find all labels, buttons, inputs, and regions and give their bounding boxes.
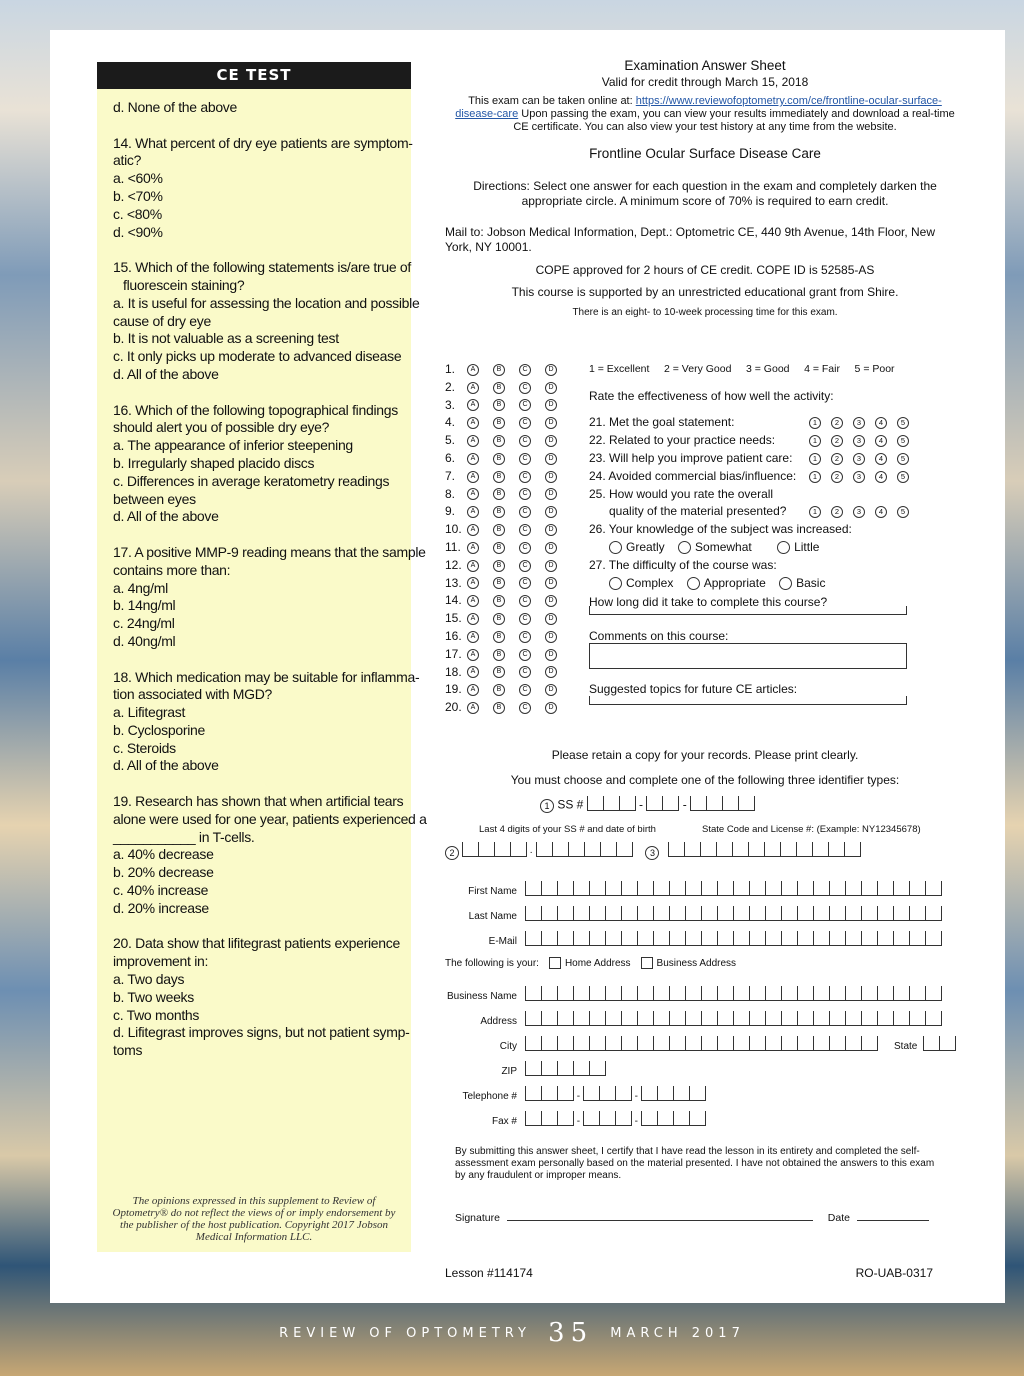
answer-bubble[interactable]: A: [467, 702, 479, 714]
rating-bubble[interactable]: 5: [897, 471, 909, 483]
rating-bubble[interactable]: 1: [809, 506, 821, 518]
id1-marker: 1: [540, 799, 554, 813]
answer-bubble[interactable]: C: [519, 364, 531, 376]
business-address-checkbox[interactable]: [641, 957, 653, 969]
last-name-field[interactable]: [525, 906, 942, 927]
eval-q26: 26. Your knowledge of the subject was increased:: [589, 522, 852, 536]
answer-row: 10. A B C D: [445, 520, 571, 538]
email-row: E-Mail: [445, 931, 942, 952]
question-line: between eyes: [113, 490, 196, 507]
answer-bubble[interactable]: D: [545, 560, 557, 572]
identifier-note: You must choose and complete one of the following three identifier types:: [510, 773, 900, 787]
answer-bubble[interactable]: C: [519, 631, 531, 643]
answer-bubble[interactable]: D: [545, 649, 557, 661]
question-line: d. All of the above: [113, 365, 219, 382]
answer-bubble[interactable]: C: [519, 613, 531, 625]
ss-last4[interactable]: [462, 842, 527, 863]
answer-bubble[interactable]: C: [519, 417, 531, 429]
grant-info: This course is supported by an unrestricted educational grant from Shire.: [511, 285, 899, 299]
radio-greatly[interactable]: [609, 541, 622, 554]
eval-q25a: 25. How would you rate the overall: [589, 487, 774, 501]
question-line: c. 40% increase: [113, 882, 209, 899]
question-line: d. None of the above: [113, 99, 237, 115]
disclaimer: The opinions expressed in this supplement to Review of Optometry® do not reflect the views of or imply endorsement by the publisher of the host publication. Copyright 2017 Jobson Medical Information LLC.: [112, 1195, 396, 1243]
page-footer: [0, 1318, 1024, 1348]
question-stem: 16. Which of the following topographical findings: [113, 401, 398, 418]
answer-bubble[interactable]: D: [545, 684, 557, 696]
question-line: b. Irregularly shaped placido discs: [113, 454, 315, 471]
ss-part1[interactable]: [587, 796, 636, 815]
footer-date: MARCH 2017: [610, 1326, 745, 1341]
radio-somewhat[interactable]: [678, 541, 691, 554]
fax-row: Fax # - -: [445, 1111, 706, 1132]
question-line: b. It is not valuable as a screening test: [113, 330, 339, 347]
question-stem: 14. What percent of dry eye patients are symptom-: [113, 134, 413, 151]
question-line: b. 20% decrease: [113, 864, 214, 881]
address-field[interactable]: [525, 1011, 942, 1032]
retain-note: Please retain a copy for your records. Please print clearly.: [551, 748, 859, 762]
rating-bubble[interactable]: 1: [809, 471, 821, 483]
question-line: d. All of the above: [113, 508, 219, 525]
eval-q24: 24. Avoided commercial bias/influence: 1 2 3 4 5: [589, 467, 909, 485]
question-line: alone were used for one year, patients experienced a: [113, 810, 427, 827]
answer-bubble[interactable]: D: [545, 453, 557, 465]
answer-bubble[interactable]: C: [519, 560, 531, 572]
question-line: a. It is useful for assessing the location and possible: [113, 294, 420, 311]
rating-bubble[interactable]: 4: [875, 417, 887, 429]
rating-bubble[interactable]: 2: [831, 417, 843, 429]
id2-row: 2 · 3: [445, 842, 861, 863]
answer-bubble[interactable]: B: [493, 542, 505, 554]
answer-row: 18. A B C D: [445, 663, 571, 681]
eval-q21: 21. Met the goal statement: 1 2 3 4 5: [589, 413, 909, 431]
answer-row: 19. A B C D: [445, 680, 571, 698]
answer-bubble[interactable]: A: [467, 382, 479, 394]
ss-row: 1 SS # - -: [540, 796, 755, 815]
telephone-area[interactable]: [525, 1086, 574, 1107]
rating-bubble[interactable]: 2: [831, 506, 843, 518]
answer-row: 1. A B C D: [445, 360, 571, 378]
directions: Directions: Select one answer for each question in the exam and completely darken the appropriate circle. A minimum score of 70% is required to earn credit.: [473, 179, 937, 208]
answer-bubble[interactable]: C: [519, 382, 531, 394]
answer-bubble[interactable]: B: [493, 453, 505, 465]
answer-row: 6. A B C D: [445, 449, 571, 467]
question-line: a. <60%: [113, 170, 163, 187]
valid-through: Valid for credit through March 15, 2018: [601, 75, 809, 89]
radio-basic[interactable]: [779, 577, 792, 590]
answer-row: 12. A B C D: [445, 556, 571, 574]
answer-bubble[interactable]: B: [493, 666, 505, 678]
question-line: a. Lifitegrast: [113, 704, 186, 721]
answer-bubble[interactable]: B: [493, 613, 505, 625]
question-line: c. Steroids: [113, 739, 176, 756]
answer-bubble[interactable]: A: [467, 453, 479, 465]
answer-row: 20. A B C D: [445, 698, 571, 716]
rating-bubble[interactable]: 4: [875, 471, 887, 483]
rating-bubble[interactable]: 4: [875, 506, 887, 518]
answer-bubble[interactable]: B: [493, 631, 505, 643]
rating-bubble[interactable]: 1: [809, 417, 821, 429]
ce-test-panel: [97, 62, 427, 1252]
answer-bubble[interactable]: B: [493, 488, 505, 500]
question-line: b. Two weeks: [113, 988, 194, 1005]
form-code: RO-UAB-0317: [855, 1266, 933, 1280]
answer-bubble[interactable]: B: [493, 417, 505, 429]
answer-bubble[interactable]: C: [519, 595, 531, 607]
sheet-title: Examination Answer Sheet: [624, 58, 786, 73]
answer-bubble[interactable]: B: [493, 382, 505, 394]
footer-publication: REVIEW OF OPTOMETRY: [279, 1326, 531, 1341]
answer-bubble[interactable]: C: [519, 435, 531, 447]
answer-bubble[interactable]: A: [467, 649, 479, 661]
email-field[interactable]: [525, 931, 942, 952]
question-list: [97, 89, 427, 1060]
question-line: d. 20% increase: [113, 899, 209, 916]
answer-row: 7. A B C D: [445, 467, 571, 485]
question-line: improvement in:: [113, 953, 209, 970]
rating-bubble[interactable]: 2: [831, 435, 843, 447]
answer-bubble[interactable]: A: [467, 417, 479, 429]
answer-bubble[interactable]: A: [467, 488, 479, 500]
answer-row: 14. A B C D: [445, 591, 571, 609]
page: [50, 30, 1005, 1303]
certification: By submitting this answer sheet, I certify that I have read the lesson in its entirety and completed the self-assessment exam personally based on the material presented. I have not obtained the answers to this exam by any fraudulent or improper means.: [455, 1146, 935, 1181]
answer-bubble[interactable]: A: [467, 524, 479, 536]
fax-line[interactable]: [641, 1111, 706, 1132]
answer-bubble[interactable]: B: [493, 649, 505, 661]
rating-bubble[interactable]: 2: [831, 471, 843, 483]
telephone-line[interactable]: [641, 1086, 706, 1107]
signature-field[interactable]: [507, 1220, 813, 1221]
answer-row: 16. A B C D: [445, 627, 571, 645]
eval-q22: 22. Related to your practice needs: 1 2 3 4 5: [589, 431, 909, 449]
answer-bubble[interactable]: B: [493, 684, 505, 696]
question-stem: 20. Data show that lifitegrast patients experience: [113, 935, 400, 952]
eval-q26-options: Greatly Somewhat Little: [589, 538, 819, 556]
answer-bubble[interactable]: D: [545, 506, 557, 518]
answer-row: 3. A B C D: [445, 396, 571, 414]
city-field[interactable]: [525, 1036, 878, 1057]
business-name-row: Business Name: [445, 986, 942, 1007]
answer-bubble[interactable]: C: [519, 399, 531, 411]
ss-part3[interactable]: [690, 796, 755, 815]
address-row: Address: [445, 1011, 942, 1032]
answer-bubble[interactable]: A: [467, 684, 479, 696]
rating-bubble[interactable]: 3: [853, 453, 865, 465]
signature-row: Signature Date: [455, 1212, 935, 1224]
question-line: atic?: [113, 152, 142, 169]
question-stem: 18. Which medication may be suitable for inflamma-: [113, 668, 420, 685]
radio-appropriate[interactable]: [687, 577, 700, 590]
answer-bubble[interactable]: D: [545, 399, 557, 411]
id2-caption: Last 4 digits of your SS # and date of birth: [479, 824, 656, 835]
suggested-field[interactable]: [589, 696, 907, 705]
question-line: a. Two days: [113, 971, 185, 988]
question-line: b. <70%: [113, 187, 163, 204]
answer-row: 17. A B C D: [445, 645, 571, 663]
how-long-label: How long did it take to complete this course?: [589, 595, 828, 609]
ce-test-header: CE TEST: [97, 62, 411, 89]
suggested-label: Suggested topics for future CE articles:: [589, 682, 798, 696]
answer-bubble[interactable]: D: [545, 524, 557, 536]
question-line: d. Lifitegrast improves signs, but not patient symp-: [113, 1024, 410, 1041]
city-row: City State: [445, 1036, 956, 1057]
date-field[interactable]: [857, 1220, 929, 1221]
question-line: a. The appearance of inferior steepening: [113, 437, 353, 454]
answer-row: 2. A B C D: [445, 378, 571, 396]
comments-field[interactable]: [589, 643, 907, 669]
question-line: d. <90%: [113, 223, 163, 240]
answer-bubble[interactable]: A: [467, 399, 479, 411]
answer-bubble[interactable]: D: [545, 595, 557, 607]
page-number: 35: [548, 1318, 594, 1348]
question-stem: 19. Research has shown that when artificial tears: [113, 793, 404, 810]
telephone-prefix[interactable]: [583, 1086, 632, 1107]
rating-bubble[interactable]: 3: [853, 435, 865, 447]
answer-bubble[interactable]: D: [545, 613, 557, 625]
eval-q23: 23. Will help you improve patient care: 1 2 3 4 5: [589, 449, 909, 467]
rating-bubble[interactable]: 3: [853, 506, 865, 518]
exam-link[interactable]: https://www.reviewofoptometry.com/ce/frontline-ocular-surface-disease-care: [455, 95, 942, 120]
rating-bubble[interactable]: 5: [897, 417, 909, 429]
answer-row: 11. A B C D: [445, 538, 571, 556]
answer-bubble[interactable]: A: [467, 435, 479, 447]
answer-bubble[interactable]: D: [545, 666, 557, 678]
question-line: cause of dry eye: [113, 312, 211, 329]
lesson-number: Lesson #114174: [445, 1266, 533, 1280]
answer-bubble[interactable]: C: [519, 488, 531, 500]
answer-bubble[interactable]: A: [467, 560, 479, 572]
question-line: c. Two months: [113, 1006, 200, 1023]
question-line: d. All of the above: [113, 757, 219, 774]
rating-bubble[interactable]: 5: [897, 506, 909, 518]
rating-bubble[interactable]: 3: [853, 471, 865, 483]
answer-row: 9. A B C D: [445, 502, 571, 520]
question-line: ___________ in T-cells.: [113, 828, 255, 845]
answer-bubble[interactable]: A: [467, 666, 479, 678]
answer-bubble[interactable]: B: [493, 506, 505, 518]
answer-bubble[interactable]: B: [493, 399, 505, 411]
date-of-birth[interactable]: [536, 842, 633, 863]
answer-bubble[interactable]: C: [519, 506, 531, 518]
question-line: b. Cyclosporine: [113, 721, 205, 738]
radio-little[interactable]: [777, 541, 790, 554]
answer-bubble[interactable]: B: [493, 471, 505, 483]
question-line: c. Differences in average keratometry readings: [113, 472, 390, 489]
question-line: a. 40% decrease: [113, 846, 214, 863]
rating-bubble[interactable]: 1: [809, 453, 821, 465]
answer-bubble[interactable]: D: [545, 435, 557, 447]
answer-bubble[interactable]: C: [519, 702, 531, 714]
online-note: This exam can be taken online at: https://www.reviewofoptometry.com/ce/frontline-ocular-surface-disease-care Upon passing the exam, you can view your results immediately and download a real-time CE certificate. You can also view your test history at any time from the website.: [455, 95, 955, 133]
state-field[interactable]: [923, 1036, 956, 1057]
last-name-row: Last Name: [445, 906, 942, 927]
license-number[interactable]: [668, 842, 861, 863]
answer-bubble[interactable]: B: [493, 560, 505, 572]
zip-field[interactable]: [525, 1061, 606, 1082]
radio-complex[interactable]: [609, 577, 622, 590]
answer-bubble[interactable]: A: [467, 595, 479, 607]
answer-bubble[interactable]: B: [493, 524, 505, 536]
answer-bubble[interactable]: D: [545, 631, 557, 643]
rating-scale: 1 = Excellent 2 = Very Good 3 = Good 4 = Fair 5 = Poor: [589, 363, 895, 375]
answer-bubble[interactable]: A: [467, 364, 479, 376]
ss-part2[interactable]: [646, 796, 679, 815]
answer-bubble[interactable]: A: [467, 542, 479, 554]
answer-row: 13. A B C D: [445, 574, 571, 592]
answer-row: 4. A B C D: [445, 413, 571, 431]
answer-row: 8. A B C D: [445, 485, 571, 503]
first-name-field[interactable]: [525, 881, 942, 902]
answer-bubble[interactable]: D: [545, 417, 557, 429]
telephone-row: Telephone # - -: [445, 1086, 706, 1107]
comments-label: Comments on this course:: [589, 629, 729, 643]
fax-area[interactable]: [525, 1111, 574, 1132]
rate-intro: Rate the effectiveness of how well the activity:: [589, 389, 834, 403]
answer-bubble[interactable]: A: [467, 506, 479, 518]
answer-bubble[interactable]: C: [519, 471, 531, 483]
cope-info: COPE approved for 2 hours of CE credit. COPE ID is 52585-AS: [535, 263, 875, 277]
question-line: fluorescein staining?: [123, 276, 245, 293]
zip-row: ZIP: [445, 1061, 606, 1082]
rating-bubble[interactable]: 1: [809, 435, 821, 447]
answer-bubble[interactable]: D: [545, 382, 557, 394]
answer-bubble[interactable]: D: [545, 577, 557, 589]
question-line: contains more than:: [113, 561, 231, 578]
question-line: a. 4ng/ml: [113, 579, 168, 596]
answer-bubble[interactable]: C: [519, 577, 531, 589]
question-line: b. 14ng/ml: [113, 597, 176, 614]
answer-bubble[interactable]: D: [545, 364, 557, 376]
answer-bubble[interactable]: C: [519, 666, 531, 678]
eval-q27-options: Complex Appropriate Basic: [589, 574, 825, 592]
eval-q25: quality of the material presented? 1 2 3 4 5: [589, 502, 909, 520]
question-stem: 17. A positive MMP-9 reading means that the sample: [113, 543, 426, 560]
question-line: c. It only picks up moderate to advanced disease: [113, 348, 402, 365]
answer-bubble[interactable]: D: [545, 471, 557, 483]
rating-bubble[interactable]: 2: [831, 453, 843, 465]
rating-bubble[interactable]: 3: [853, 417, 865, 429]
answer-bubble[interactable]: A: [467, 471, 479, 483]
answer-bubble[interactable]: C: [519, 453, 531, 465]
eval-q27: 27. The difficulty of the course was:: [589, 558, 777, 572]
rating-bubble[interactable]: 4: [875, 453, 887, 465]
answer-bubble[interactable]: C: [519, 649, 531, 661]
answer-sheet: [445, 58, 965, 1280]
question-line: toms: [113, 1042, 143, 1059]
answer-bubble[interactable]: C: [519, 542, 531, 554]
address-type-row: The following is your: Home Address Business Address: [445, 958, 737, 969]
answer-bubble[interactable]: D: [545, 488, 557, 500]
question-line: c. <80%: [113, 205, 162, 222]
answer-bubble[interactable]: B: [493, 595, 505, 607]
home-address-checkbox[interactable]: [549, 957, 561, 969]
question-line: c. 24ng/ml: [113, 615, 175, 632]
question-stem: 15. Which of the following statements is/are true of: [113, 259, 411, 276]
rating-bubble[interactable]: 5: [897, 435, 909, 447]
answer-row: 15. A B C D: [445, 609, 571, 627]
mail-to: Mail to: Jobson Medical Information, Dept.: Optometric CE, 440 9th Avenue, 14th Floor, New York, NY 10001.: [445, 225, 936, 254]
answer-bubble[interactable]: A: [467, 613, 479, 625]
fax-prefix[interactable]: [583, 1111, 632, 1132]
answer-bubble[interactable]: B: [493, 577, 505, 589]
question-line: tion associated with MGD?: [113, 686, 273, 703]
answer-bubble[interactable]: B: [493, 364, 505, 376]
rating-bubble[interactable]: 5: [897, 453, 909, 465]
processing-time: There is an eight- to 10-week processing time for this exam.: [572, 307, 838, 318]
question-line: should alert you of possible dry eye?: [113, 419, 330, 436]
answer-bubble[interactable]: A: [467, 577, 479, 589]
first-name-row: First Name: [445, 881, 942, 902]
answer-bubble[interactable]: D: [545, 702, 557, 714]
answer-bubble[interactable]: D: [545, 542, 557, 554]
id3-caption: State Code and License #: (Example: NY12345678): [702, 824, 921, 835]
answer-bubble[interactable]: B: [493, 702, 505, 714]
answer-bubble[interactable]: B: [493, 435, 505, 447]
answer-bubble[interactable]: C: [519, 684, 531, 696]
question-line: d. 40ng/ml: [113, 632, 176, 649]
answer-bubble[interactable]: A: [467, 631, 479, 643]
business-name-field[interactable]: [525, 986, 942, 1007]
answer-row: 5. A B C D: [445, 431, 571, 449]
course-title: Frontline Ocular Surface Disease Care: [589, 146, 821, 161]
rating-bubble[interactable]: 4: [875, 435, 887, 447]
answer-bubble[interactable]: C: [519, 524, 531, 536]
how-long-field[interactable]: [589, 606, 907, 615]
